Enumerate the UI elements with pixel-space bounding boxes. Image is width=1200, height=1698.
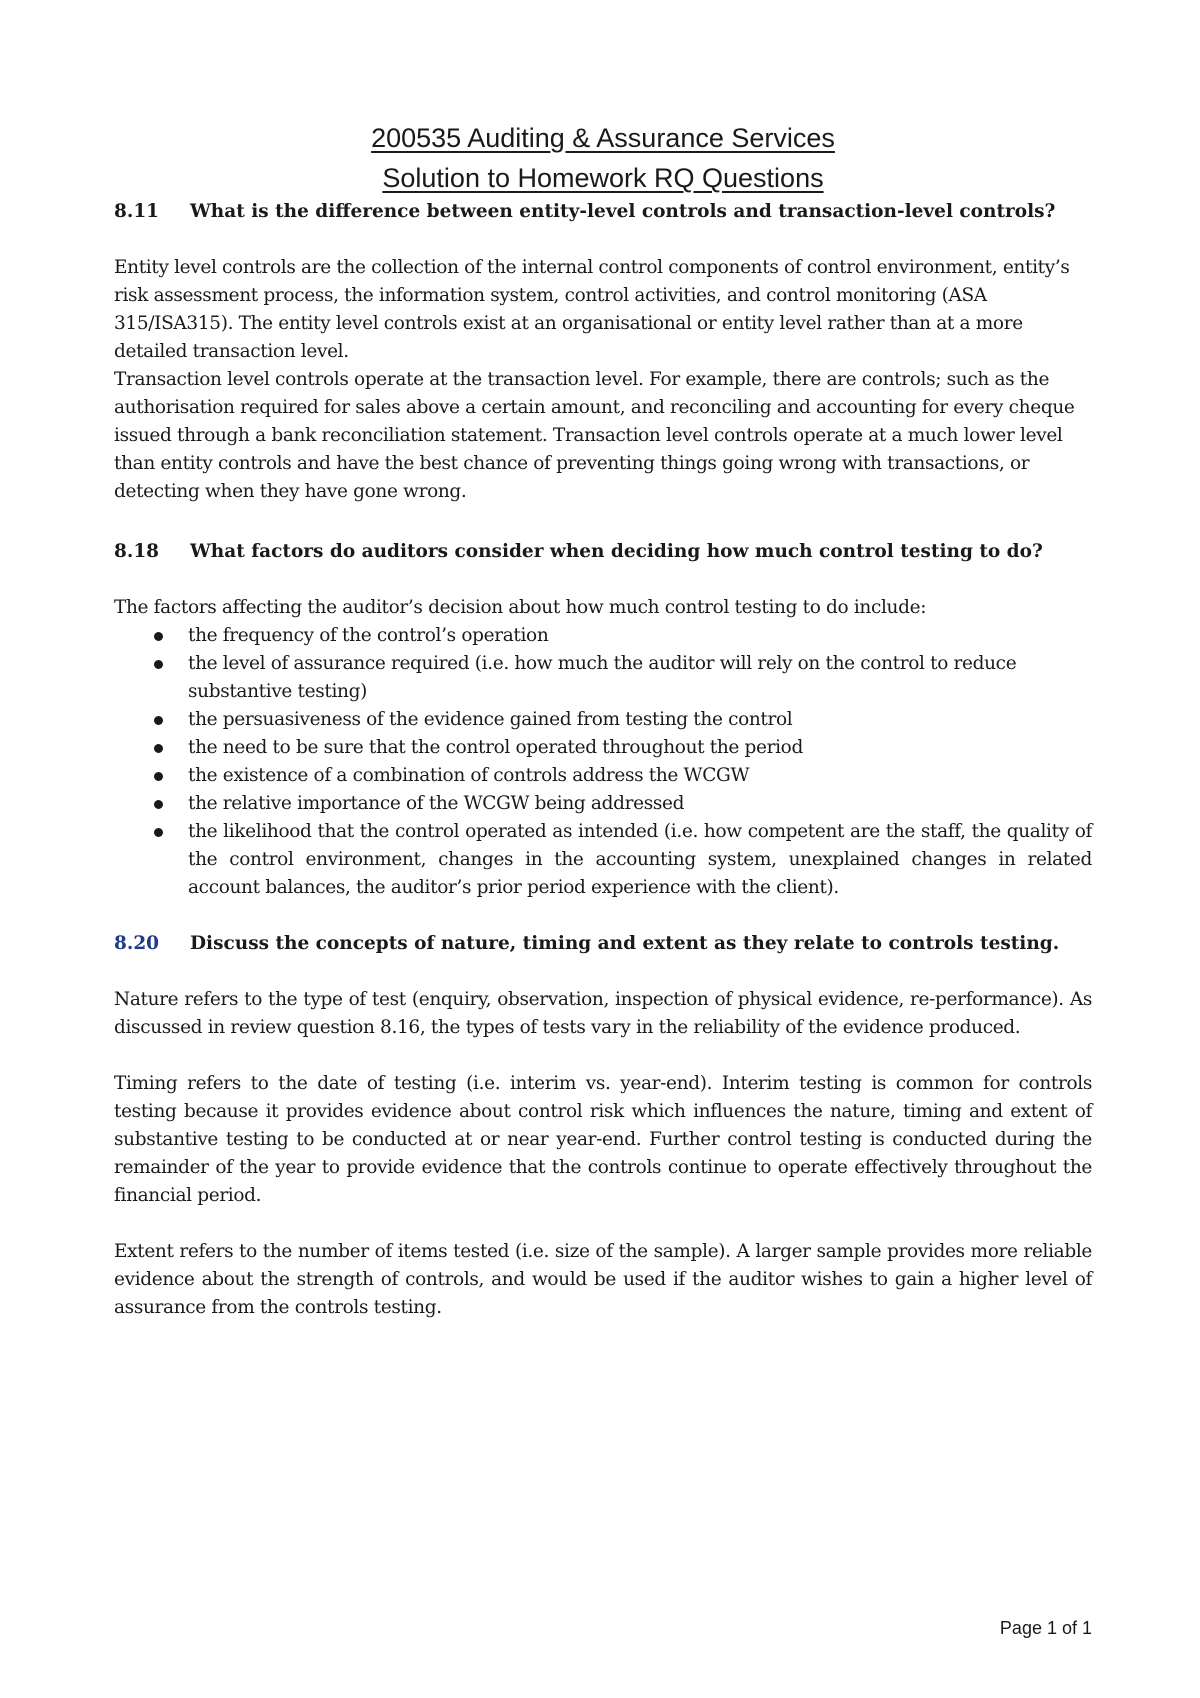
answer-8-20-extent: Extent refers to the number of items tested (i.e. size of the sample). A larger sample provides more reliable evidence about the strength of controls, and would be used if the auditor wishes to gain a higher level of assurance from the controls testing. — [114, 1241, 1092, 1318]
question-8-20 — [114, 930, 1092, 958]
list-item-text: the persuasiveness of the evidence gained from testing the control — [188, 709, 793, 730]
list-item — [114, 622, 1092, 650]
list-item — [114, 650, 1092, 706]
list-item-text: the likelihood that the control operated as intended (i.e. how competent are the staff, the quality of the control environment, changes in the accounting system, unexplained changes in related account balances, the auditor’s prior period experience with the client). — [188, 821, 1092, 898]
bullet-icon — [154, 632, 163, 641]
list-item-text: the level of assurance required (i.e. how much the auditor will rely on the control to reduce substantive testing) — [188, 653, 1017, 702]
bullet-icon — [154, 772, 163, 781]
question-8-11 — [114, 198, 1092, 226]
question-8-18 — [114, 538, 1092, 566]
answer-8-20-timing: Timing refers to the date of testing (i.e. interim vs. year-end). Interim testing is common for controls testing because it provides evidence about control risk which influences the nature, timing and extent of substantive testing to be conducted at or near year-end. Further control testing is conducted during the remainder of the year to provide evidence that the controls continue to operate effectively throughout the financial period. — [114, 1073, 1092, 1206]
answer-8-11-paragraph-2: Transaction level controls operate at the transaction level. For example, there are controls; such as the authorisation required for sales above a certain amount, and reconciling and accounting for every cheque issued through a bank reconciliation statement. Transaction level controls operate at a much lower level than entity controls and have the best chance of preventing things going wrong with transactions, or detecting when they have gone wrong. — [114, 369, 1075, 502]
factors-list — [114, 622, 1092, 902]
question-text: What factors do auditors consider when deciding how much control testing to do? — [190, 541, 1043, 562]
bullet-icon — [154, 716, 163, 725]
bullet-icon — [154, 828, 163, 837]
list-item-text: the relative importance of the WCGW being addressed — [188, 793, 685, 814]
question-number: 8.11 — [114, 201, 160, 222]
answer-8-11-paragraph-1: Entity level controls are the collection of the internal control components of control environment, entity’s risk assessment process, the information system, control activities, and control monitoring (ASA 315/ISA315). The entity level controls exist at an organisational or entity level rather than at a more detailed transaction level. — [114, 257, 1070, 362]
list-item-text: the need to be sure that the control operated throughout the period — [188, 737, 803, 758]
bullet-icon — [154, 660, 163, 669]
list-item — [114, 790, 1092, 818]
list-item-text: the frequency of the control’s operation — [188, 625, 549, 646]
document-title-line-2: Solution to Homework RQ Questions — [382, 163, 824, 193]
answer-8-20-nature: Nature refers to the type of test (enquiry, observation, inspection of physical evidence, re-performance). As discussed in review question 8.16, the types of tests vary in the reliability of the evidence produced. — [114, 989, 1092, 1038]
list-item — [114, 762, 1092, 790]
document-title-line-1: 200535 Auditing & Assurance Services — [371, 123, 835, 153]
list-item — [114, 818, 1092, 902]
list-item — [114, 706, 1092, 734]
page-number: Page 1 of 1 — [999, 1618, 1092, 1638]
question-text: What is the difference between entity-level controls and transaction-level controls? — [190, 201, 1056, 222]
bullet-icon — [154, 800, 163, 809]
document-page — [114, 118, 1092, 1322]
answer-8-18-intro: The factors affecting the auditor’s decision about how much control testing to do include: — [114, 597, 927, 618]
question-number: 8.20 — [114, 933, 160, 954]
bullet-icon — [154, 744, 163, 753]
list-item-text: the existence of a combination of controls address the WCGW — [188, 765, 750, 786]
question-text: Discuss the concepts of nature, timing and extent as they relate to controls testing. — [190, 933, 1060, 954]
question-number: 8.18 — [114, 541, 160, 562]
list-item — [114, 734, 1092, 762]
